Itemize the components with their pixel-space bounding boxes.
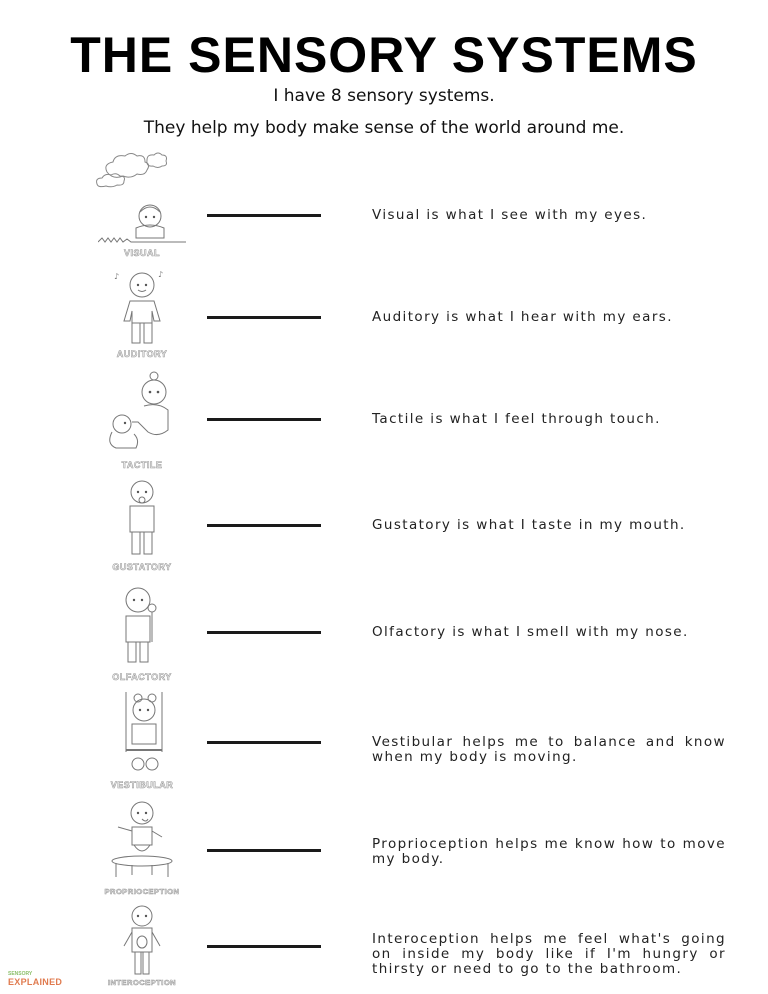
- tactile-illustration: [98, 370, 186, 470]
- interoception-illustration: [98, 902, 186, 992]
- girl-petting-dog-icon: [98, 370, 186, 454]
- logo-top-text: SENSORY: [8, 971, 33, 977]
- tactile-label: TACTILE: [121, 460, 163, 470]
- vestibular-label: VESTIBULAR: [110, 780, 174, 790]
- answer-line-gustatory[interactable]: [207, 524, 321, 527]
- boy-smelling-flower-icon: [98, 584, 186, 668]
- visual-label: VISUAL: [123, 248, 160, 258]
- answer-line-tactile[interactable]: [207, 418, 321, 421]
- clouds-icon: [95, 150, 170, 192]
- auditory-illustration: [98, 265, 186, 365]
- answer-line-auditory[interactable]: [207, 316, 321, 319]
- gustatory-illustration: [98, 476, 186, 576]
- visual-description: Visual is what I see with my eyes.: [372, 207, 648, 223]
- page-title: THE SENSORY SYSTEMS: [70, 27, 698, 83]
- sensory-explained-logo: [8, 971, 62, 987]
- logo-bottom-text: EXPLAINED: [8, 977, 63, 987]
- vestibular-illustration: [98, 692, 186, 792]
- proprioception-description: Proprioception helps me know how to move my body.: [372, 836, 726, 867]
- olfactory-illustration: [98, 584, 186, 684]
- boy-hearing-icon: [98, 265, 186, 349]
- subtitle-count: I have 8 sensory systems.: [273, 86, 495, 106]
- answer-line-visual[interactable]: [207, 214, 321, 217]
- tactile-description: Tactile is what I feel through touch.: [372, 411, 661, 427]
- vestibular-description: Vestibular helps me to balance and know when my body is moving.: [372, 734, 726, 765]
- svg-text:♪: ♪: [158, 270, 164, 279]
- answer-line-interoception[interactable]: [207, 945, 321, 948]
- olfactory-label: OLFACTORY: [112, 672, 172, 682]
- boy-eating-icon: [98, 476, 186, 560]
- answer-line-vestibular[interactable]: [207, 741, 321, 744]
- auditory-label: AUDITORY: [116, 349, 168, 359]
- answer-line-olfactory[interactable]: [207, 631, 321, 634]
- svg-text:♪: ♪: [114, 272, 120, 281]
- visual-illustration: [98, 200, 186, 260]
- olfactory-description: Olfactory is what I smell with my nose.: [372, 624, 689, 640]
- gustatory-label: GUSTATORY: [112, 562, 172, 572]
- auditory-description: Auditory is what I hear with my ears.: [372, 309, 673, 325]
- proprioception-label: PROPRIOCEPTION: [104, 887, 180, 896]
- subtitle-purpose: They help my body make sense of the world around me.: [143, 118, 625, 138]
- interoception-description: Interoception helps me feel what's going on inside my body like if I'm hungry or thirsty or need to go to the bathroom.: [372, 931, 726, 977]
- interoception-label: INTEROCEPTION: [107, 978, 177, 987]
- girl-trampoline-icon: [98, 799, 186, 883]
- answer-line-proprioception[interactable]: [207, 849, 321, 852]
- proprioception-illustration: [98, 799, 186, 899]
- gustatory-description: Gustatory is what I taste in my mouth.: [372, 517, 686, 533]
- child-lying-icon: [98, 200, 186, 248]
- boy-organs-icon: [98, 902, 186, 978]
- girl-on-swing-icon: [98, 692, 186, 776]
